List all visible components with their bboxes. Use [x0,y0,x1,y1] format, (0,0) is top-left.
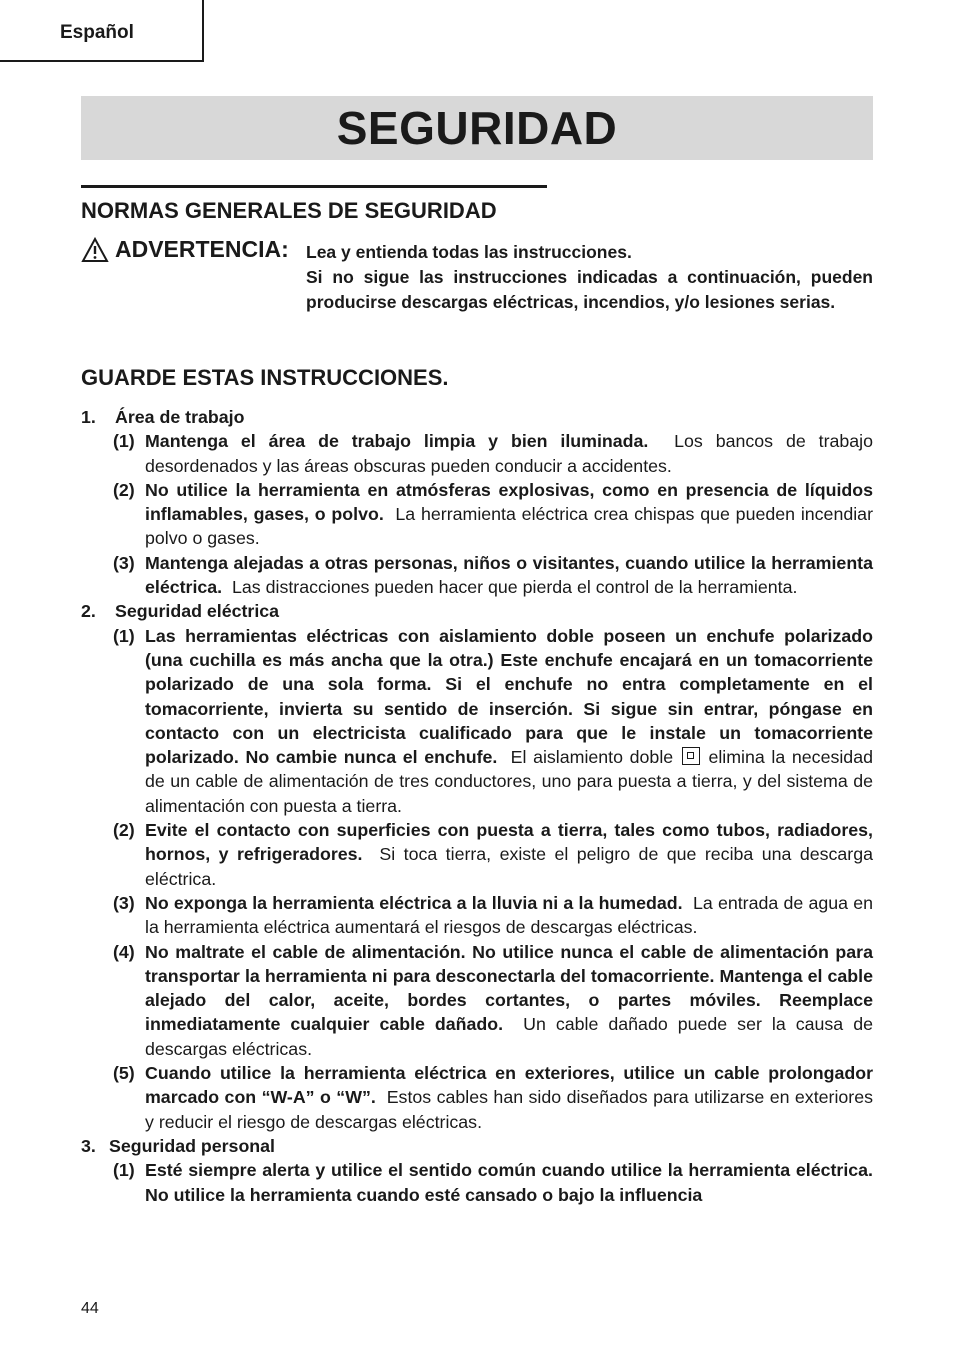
language-label: Español [60,22,134,43]
list-item: (2) No utilice la herramienta en atmósferas explosivas, como en presencia de líquidos inflamables, gases, o polvo. La herramienta eléctrica crea chispas que pueden incendiar polvo o gases. [113,479,873,549]
list-item: (3) Mantenga alejadas a otras personas, niños o visitantes, cuando utilice la herramienta eléctrica. Las distracciones pueden hacer que pierda el control de la herramienta. [113,552,873,598]
list-item: (4) No maltrate el cable de alimentación. No utilice nunca el cable de alimentación para transportar la herramienta ni para desconectarla del tomacorriente. Mantenga el cable alejado del calor, aceite, bordes cortantes, o partes móviles. Reemplace inmediatamente cualquier cable dañado. Un cable dañado puede ser la causa de descargas eléctricas. [113,941,873,1059]
save-instructions-heading: GUARDE ESTAS INSTRUCCIONES. [81,365,449,390]
warning-line-2: Si no sigue las instrucciones indicadas a continuación, pueden producirse descargas eléctricas, incendios, y/o lesiones serias. [306,267,873,312]
page-number: 44 [81,1300,99,1317]
warning-triangle-icon [81,237,109,263]
warning-line-1: Lea y entienda todas las instrucciones. [306,242,632,262]
title-banner [81,96,873,160]
list-item: (2) Evite el contacto con superficies con puesta a tierra, tales como tubos, radiadores, hornos, y refrigeradores. Si toca tierra, existe el peligro de que reciba una descarga eléctrica. [113,820,873,889]
section-title: 2. Seguridad eléctrica [81,601,280,622]
double-insulation-icon [682,747,700,765]
page-title: SEGURIDAD [336,102,618,154]
section-title: 3. Seguridad personal [81,1135,275,1156]
warning-label: ADVERTENCIA: [115,236,289,262]
list-item: (1) Las herramientas eléctricas con aislamiento doble poseen un enchufe polarizado (una cuchilla es más ancha que la otra.) Este enchufe encajará en un tomacorriente polarizado de una sola forma. Si el enchufe no entra completamente en el tomacorriente, invierta su sentido de inserción. Si sigue sin entrar, póngase en contacto con un electricista cualificado para que le instale un tomacorriente polarizado. No cambie nunca el enchufe. El aislamiento doble elimina la necesidad de un cable de alimentación de tres conductores, uno para puesta a tierra, y del sistema de alimentación con puesta a tierra. [113,625,873,816]
list-item: (3) No exponga la herramienta eléctrica a la lluvia ni a la humedad. La entrada de agua en la herramienta eléctrica aumentará el riesgos de descargas eléctricas. [113,892,873,938]
list-item: (5) Cuando utilice la herramienta eléctrica en exteriores, utilice un cable prolongador marcado con “W-A” o “W”. Estos cables han sido diseñados para utilizarse en exteriores y reducir el riesgo de descargas eléctricas. [113,1063,873,1132]
section-heading: NORMAS GENERALES DE SEGURIDAD [81,185,547,224]
list-item: (1) Mantenga el área de trabajo limpia y bien iluminada. Los bancos de trabajo desordenados y las áreas obscuras pueden conducir a accidentes. [113,431,873,476]
instructions-list [81,405,873,1207]
language-tab [0,0,204,62]
section-title: 1. Área de trabajo [81,407,245,427]
list-item: (1) Esté siempre alerta y utilice el sentido común cuando utilice la herramienta eléctrica. No utilice la herramienta cuando esté cansado o bajo la influencia [113,1160,873,1205]
